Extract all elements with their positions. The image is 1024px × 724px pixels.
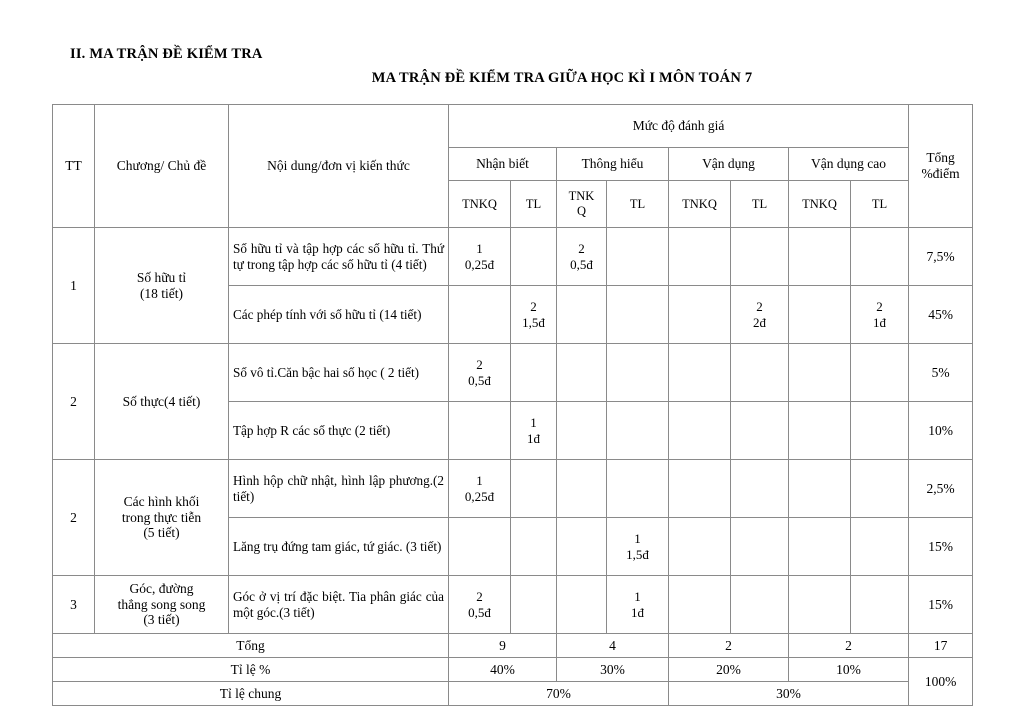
cell-nb-tnkq [449,576,511,634]
cell-vd-tl [731,402,789,460]
cell-nb-tl [511,402,557,460]
cell-count: 2 [578,241,585,257]
cell-vdc-tl [851,286,909,344]
cell-vd-tnkq [669,344,731,402]
cell-vdc-tl [851,460,909,518]
cell-vdc-tl [851,228,909,286]
cell-nb-tl [511,460,557,518]
header-total-percent [909,105,973,228]
cell-vdc-tl [851,402,909,460]
row-chapter [95,344,229,460]
header-level-van-dung-cao: Vận dụng cao [789,148,909,181]
cell-count: 1 [634,589,641,605]
cell-th-tnkq [557,518,607,576]
table-row [53,228,973,286]
header-row-1 [53,105,973,148]
summary-row-total [53,634,973,658]
cell-vd-tnkq [669,228,731,286]
cell-th-tnkq [557,460,607,518]
cell-nb-tl [511,518,557,576]
summary-ratio-th: 30% [557,658,669,682]
cell-th-tnkq [557,286,607,344]
cell-vd-tl [731,228,789,286]
table-body [53,228,973,706]
summary-common-ratio-right: 30% [669,682,909,706]
summary-ratio-label: Tỉ lệ % [53,658,449,682]
cell-th-tnkq [557,402,607,460]
cell-vd-tnkq [669,286,731,344]
summary-row-ratio [53,658,973,682]
cell-score: 2đ [753,314,766,330]
cell-count: 1 [634,531,641,547]
row-chapter-line2: trong thực tiễn [121,509,202,525]
summary-ratio-vdc: 10% [789,658,909,682]
cell-score: 0,25đ [464,256,495,272]
row-content: Số vô tỉ.Căn bậc hai số học ( 2 tiết) [229,344,449,402]
header-tt: TT [53,105,95,228]
row-content: Góc ở vị trí đặc biệt. Tia phân giác của một góc.(3 tiết) [229,576,449,634]
cell-score: 1đ [527,430,540,446]
row-chapter-line3: (3 tiết) [143,612,180,628]
cell-nb-tl [511,228,557,286]
header-chapter: Chương/ Chủ đề [95,105,229,228]
table-row [53,576,973,634]
cell-vdc-tnkq [789,518,851,576]
cell-vdc-tl [851,344,909,402]
cell-score: 1,5đ [522,314,545,330]
summary-total-nb: 9 [449,634,557,658]
cell-total-percent: 15% [909,518,973,576]
cell-nb-tnkq [449,286,511,344]
row-content: Số hữu tỉ và tập hợp các số hữu tỉ. Thứ tự trong tập hợp các số hữu tỉ (4 tiết) [229,228,449,286]
cell-score: 0,5đ [468,604,491,620]
row-chapter-line1: Các hình khối [123,493,200,509]
cell-vdc-tnkq [789,460,851,518]
row-content: Tập hợp R các số thực (2 tiết) [229,402,449,460]
cell-vdc-tnkq [789,402,851,460]
cell-th-tl [607,576,669,634]
cell-th-tnkq [557,576,607,634]
summary-total-vd: 2 [669,634,789,658]
cell-total-percent: 5% [909,344,973,402]
cell-score: 0,25đ [464,488,495,504]
summary-ratio-grand: 100% [909,658,973,706]
cell-vdc-tnkq [789,228,851,286]
row-chapter-line3: (5 tiết) [143,525,180,541]
row-chapter [95,460,229,576]
summary-total-grand: 17 [909,634,973,658]
cell-count: 1 [476,241,483,257]
summary-common-ratio-left: 70% [449,682,669,706]
row-content: Hình hộp chữ nhật, hình lập phương.(2 tiết) [229,460,449,518]
header-sub-vdc-tl: TL [851,181,909,228]
row-chapter-line2: (18 tiết) [139,285,184,301]
summary-total-label: Tổng [53,634,449,658]
summary-common-ratio-label: Tỉ lệ chung [53,682,449,706]
cell-th-tl [607,344,669,402]
cell-th-tnkq [557,344,607,402]
cell-vd-tl [731,286,789,344]
summary-ratio-vd: 20% [669,658,789,682]
cell-vdc-tnkq [789,576,851,634]
row-chapter-line1: Góc, đường [129,580,194,596]
cell-vd-tl [731,460,789,518]
cell-vd-tnkq [669,402,731,460]
cell-total-percent: 15% [909,576,973,634]
row-tt: 1 [53,228,95,344]
header-level-thong-hieu: Thông hiểu [557,148,669,181]
header-content: Nội dung/đơn vị kiến thức [229,105,449,228]
cell-score: 0,5đ [468,372,491,388]
header-level-nhan-biet: Nhận biết [449,148,557,181]
header-total-percent-line2: %điểm [921,166,960,181]
cell-nb-tl [511,344,557,402]
summary-row-common-ratio [53,682,973,706]
cell-score: 1đ [631,604,644,620]
cell-total-percent: 7,5% [909,228,973,286]
cell-count: 2 [476,357,483,373]
cell-count: 2 [530,299,537,315]
row-chapter-line1: Số thực(4 tiết) [122,393,201,409]
header-sub-th-tnkq-line2: Q [576,204,587,218]
row-chapter-line2: thẳng song song [117,596,206,612]
cell-count: 1 [530,415,537,431]
header-sub-vd-tl: TL [731,181,789,228]
cell-th-tl [607,460,669,518]
header-sub-th-tl: TL [607,181,669,228]
cell-th-tl [607,518,669,576]
header-total-percent-line1: Tổng [926,150,955,166]
cell-vd-tl [731,518,789,576]
cell-count: 2 [756,299,763,315]
cell-vd-tnkq [669,460,731,518]
row-tt: 2 [53,460,95,576]
cell-th-tl [607,286,669,344]
row-content: Lăng trụ đứng tam giác, tứ giác. (3 tiết) [229,518,449,576]
summary-ratio-nb: 40% [449,658,557,682]
table-row [53,344,973,402]
cell-nb-tl [511,576,557,634]
header-sub-th-tnkq [557,181,607,228]
cell-th-tnkq [557,228,607,286]
cell-vdc-tnkq [789,286,851,344]
cell-vdc-tnkq [789,344,851,402]
row-chapter [95,228,229,344]
cell-vd-tnkq [669,576,731,634]
cell-count: 2 [876,299,883,315]
cell-score: 1đ [873,314,887,330]
header-sub-nb-tnkq: TNKQ [449,181,511,228]
cell-vdc-tl [851,576,909,634]
header-level-van-dung: Vận dụng [669,148,789,181]
cell-count: 1 [476,473,483,489]
exam-matrix-table [52,104,973,706]
cell-nb-tnkq [449,344,511,402]
cell-total-percent: 2,5% [909,460,973,518]
cell-th-tl [607,402,669,460]
cell-vdc-tl [851,518,909,576]
section-heading: II. MA TRẬN ĐỀ KIỂM TRA [70,46,263,62]
summary-total-th: 4 [557,634,669,658]
cell-score: 0,5đ [570,256,593,272]
header-sub-vd-tnkq: TNKQ [669,181,731,228]
cell-nb-tnkq [449,518,511,576]
cell-nb-tnkq [449,228,511,286]
summary-total-vdc: 2 [789,634,909,658]
cell-vd-tl [731,344,789,402]
cell-nb-tnkq [449,460,511,518]
cell-total-percent: 45% [909,286,973,344]
cell-score: 1,5đ [626,546,649,562]
table-row [53,460,973,518]
row-tt: 2 [53,344,95,460]
cell-nb-tnkq [449,402,511,460]
page-title: MA TRẬN ĐỀ KIỂM TRA GIỮA HỌC KÌ I MÔN TOÁN 7 [371,70,753,86]
header-sub-nb-tl: TL [511,181,557,228]
row-content: Các phép tính với số hữu tỉ (14 tiết) [229,286,449,344]
table-header [53,105,973,228]
header-sub-vdc-tnkq: TNKQ [789,181,851,228]
cell-total-percent: 10% [909,402,973,460]
row-tt: 3 [53,576,95,634]
header-sub-th-tnkq-line1: TNK [568,189,595,204]
cell-count: 2 [476,589,483,605]
cell-th-tl [607,228,669,286]
cell-vd-tl [731,576,789,634]
header-level-group: Mức độ đánh giá [449,105,909,148]
row-chapter [95,576,229,634]
row-chapter-line1: Số hữu tỉ [136,269,187,285]
cell-nb-tl [511,286,557,344]
cell-vd-tnkq [669,518,731,576]
